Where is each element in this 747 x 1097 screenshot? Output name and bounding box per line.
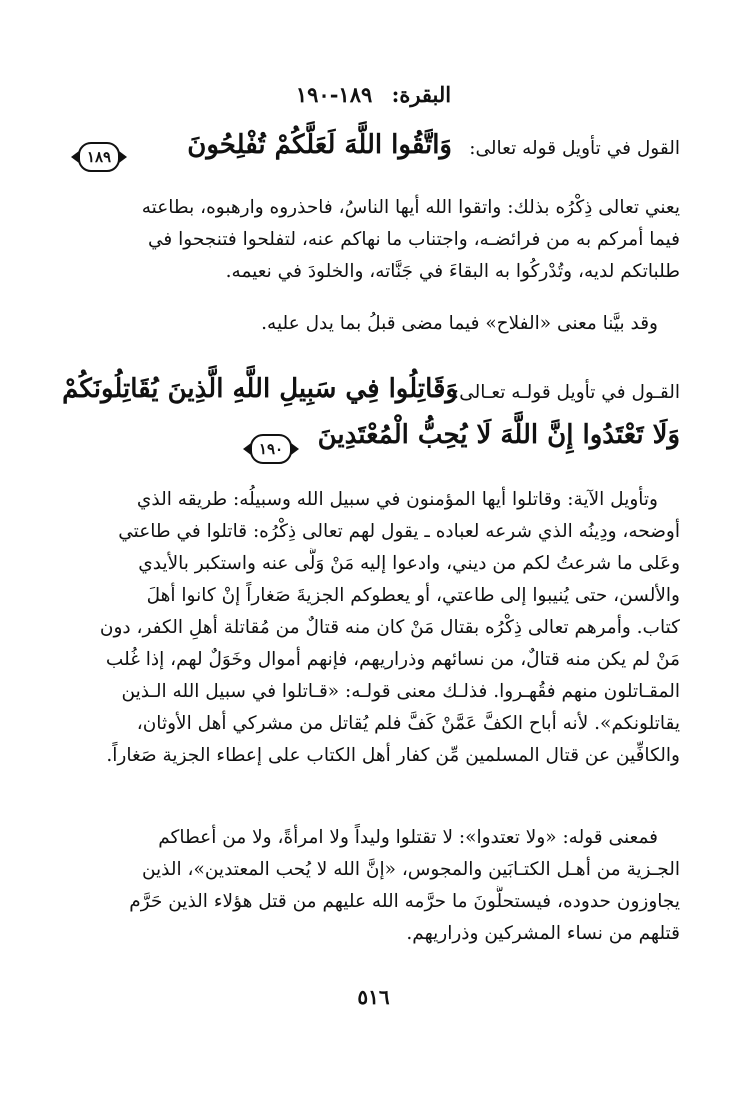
quran-verse-189: وَاتَّقُوا اللَّهَ لَعَلَّكُمْ تُفْلِحُونَ [187,130,452,160]
section-heading-189 [70,132,680,176]
text-line: يعني تعالى ذِكْرُه بذلك: واتقوا الله أيها الناسُ، فاحذروه وارهبوه، بطاعته [141,197,680,218]
text-line: فمعنى قوله: «ولا تعتدوا»: لا تقتلوا وليداً ولا امرأةً، ولا من أعطاكم [158,827,658,848]
text-line: فيما أمركم به من فرائضـه، واجتناب ما نهاكم عنه، لتفلحوا فتنجحوا في [148,229,680,250]
text-line: مَنْ لم يكن منه قتالٌ، من نسائهم وذراريهم، فإنهم أموال وخَوَلٌ لهم، إذا غُلب [105,649,680,670]
page-number: ٥١٦ [357,985,390,1009]
verse-number-badge: ١٨٩ [78,142,120,172]
quran-verse-190-line1: وَقَاتِلُوا فِي سَبِيلِ اللَّهِ الَّذِينَ يُقَاتِلُونَكُمْ [62,374,458,404]
section-heading-190 [62,374,680,420]
text-line: يقاتلونكم». لأنه أباح الكفَّ عَمَّنْ كَفَّ فلم يُقاتل من مشركي أهل الأوثان، [136,713,680,734]
text-line: المقـاتلون منهم فقُهـروا. فذلـك معنى قولـه: «قـاتلوا في سبيل الله الـذين [121,681,680,702]
text-line: يجاوزون حدوده، فيستحلُّونَ ما حرَّمه الله عليهم من قتل هؤلاء الذين حَرَّم [129,891,680,912]
quran-verse-190-line2: وَلَا تَعْتَدُوا إِنَّ اللَّهَ لَا يُحِبُّ الْمُعْتَدِينَ [317,420,680,450]
section-heading-190-line2 [70,422,680,466]
text-line: والكافِّين عن قتال المسلمين مِّن كفار أهل الكتاب على إعطاء الجزية صَغاراً. [106,745,680,766]
text-line: وتأويل الآية: وقاتلوا أيها المؤمنون في سبيل الله وسبيلُه: طريقه الذي [136,489,658,510]
text-line: الجـزية من أهـل الكتـابَين والمجوس، «إنَّ الله لا يُحب المعتدين»، الذين [141,859,680,880]
verse-number-badge: ١٩٠ [250,434,292,464]
surah-name: البقرة: [391,82,452,107]
text-line: وقد بيَّنا معنى «الفلاح» فيما مضى قبلُ بما يدل عليه. [261,313,658,334]
verse-range: ١٨٩-١٩٠ [295,82,373,107]
text-line: قتلهم من نساء المشركين وذراريهم. [406,923,680,944]
text-line: كتاب. وأمرهم تعالى ذِكْرُه بقتال مَنْ كان منه قتالٌ من مُقاتلة أهلِ الكفر، دون [99,617,680,638]
text-line: طلباتكم لديه، وتُدْركُوا به البقاءَ في جَنَّاته، والخلودَ في نعيمه. [225,261,680,282]
page-header [0,82,747,107]
paragraph [70,822,680,950]
heading-label: القـول في تأويل قولـه تعـالى: [452,382,680,403]
heading-label: القول في تأويل قوله تعالى: [469,138,680,159]
paragraph [70,484,680,772]
text-line: وعَلى ما شرعتُ لكم من ديني، وادعوا إليه مَنْ وَلَّى عنه واستكبر بالأيدي [138,553,680,574]
text-line: أوضحه، ودِينُه الذي شرعه لعباده ـ يقول لهم تعالى ذِكْرُه: قاتلوا في طاعتي [118,521,680,542]
paragraph [70,192,680,288]
text-line: والألسن، حتى يُنيبوا إلى طاعتي، أو يعطوكم الجزيةَ صَغاراً إنْ كانوا أهلَ [146,585,680,606]
paragraph [70,308,680,340]
